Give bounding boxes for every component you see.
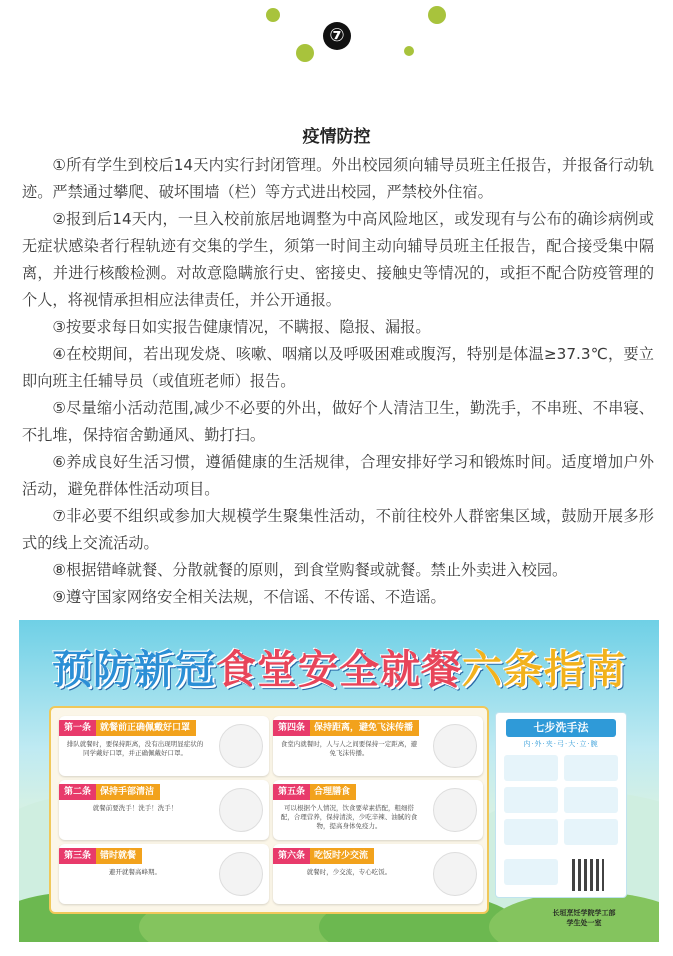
guide-card — [59, 780, 269, 840]
card-number: 第一条 — [59, 720, 96, 736]
handwash-step — [504, 859, 558, 885]
card-number: 第二条 — [59, 784, 96, 800]
decor-dot — [428, 6, 446, 24]
card-body: 避开就餐高峰期。 — [109, 868, 161, 876]
card-title: 合理膳食 — [314, 787, 351, 797]
card-body: 就餐时，少交流，专心吃饭。 — [306, 868, 392, 876]
handwash-step — [564, 755, 618, 781]
poster-title-part: 食堂安全就餐 — [216, 647, 462, 693]
card-tag — [273, 848, 374, 864]
handwash-step — [504, 755, 558, 781]
qr-code — [572, 859, 604, 891]
card-body: 食堂内就餐时，人与人之间要保持一定距离，避免飞沫传播。 — [280, 740, 418, 757]
mask-face-icon — [219, 724, 263, 768]
decor-dot — [296, 44, 314, 62]
rule-paragraph: ②报到后14天内，一旦入校前旅居地调整为中高风险地区，或发现有与公布的确诊病例或无症状感染者行程轨迹有交集的学生，须第一时间主动向辅导员班主任报告，配合接受集中隔离，并进行核酸检测。对故意隐瞒旅行史、密接史、接触史等情况的，或拒不配合防疫管理的个人，将视情承担相应法律责任，并公开通报。 — [22, 210, 654, 309]
card-tag — [59, 848, 142, 864]
handwash-icon — [219, 788, 263, 832]
decor-dot — [266, 8, 280, 22]
poster-title-part: 六条指南 — [462, 647, 626, 693]
handwash-subtitle: 内·外·夹·弓·大·立·腕 — [523, 740, 599, 748]
rule-paragraph: ③按要求每日如实报告健康情况，不瞒报、隐报、漏报。 — [52, 318, 431, 336]
credit-line: 学生处一室 — [566, 919, 602, 927]
rule-paragraph: ①所有学生到校后14天内实行封闭管理。外出校园须向辅导员班主任报告，并报备行动轨迹。严禁通过攀爬、破坏围墙（栏）等方式进出校园，严禁校外住宿。 — [22, 156, 654, 201]
card-number: 第三条 — [59, 848, 96, 864]
no-talking-icon — [433, 852, 477, 896]
card-number: 第五条 — [273, 784, 310, 800]
handwash-step — [564, 787, 618, 813]
clock-icon — [219, 852, 263, 896]
card-tag — [273, 784, 356, 800]
rule-paragraph: ⑤尽量缩小活动范围,减少不必要的外出，做好个人清洁卫生，勤洗手，不串班、不串寝、不扎堆，保持宿舍勤通风、勤打扫。 — [22, 399, 654, 444]
card-number: 第四条 — [273, 720, 310, 736]
vegetables-icon — [433, 788, 477, 832]
card-body: 排队就餐时，要保持距离，没有出现明显症状的同学戴好口罩，并正确佩戴好口罩。 — [66, 740, 204, 757]
rules-text — [22, 152, 654, 611]
guide-panel — [49, 706, 489, 914]
handwash-steps-panel — [495, 712, 627, 898]
guide-card — [273, 780, 483, 840]
card-tag — [59, 720, 196, 736]
poster-title — [19, 638, 659, 695]
guide-card — [273, 844, 483, 904]
handwash-step — [564, 819, 618, 845]
rule-paragraph: ④在校期间，若出现发烧、咳嗽、咽痛以及呼吸困难或腹泻，特别是体温≥37.3℃，要立即向班主任辅导员（或值班老师）报告。 — [22, 345, 654, 390]
credit-line: 长垣烹饪学院学工部 — [552, 909, 616, 917]
card-title: 保持距离，避免飞沫传播 — [314, 723, 414, 733]
card-title: 吃饭时少交流 — [314, 851, 369, 861]
page-title: 疫情防控 — [302, 127, 371, 147]
rule-paragraph: ⑦非必要不组织或参加大规模学生聚集性活动，不前往校外人群密集区域，鼓励开展多形式的线上交流活动。 — [22, 507, 654, 552]
page-header — [0, 0, 673, 100]
handwash-step — [504, 819, 558, 845]
guide-card — [273, 716, 483, 776]
card-body: 就餐前要洗手！洗手！洗手！ — [92, 804, 178, 812]
poster-image — [19, 620, 659, 942]
card-body: 可以根据个人情况，饮食要荤素搭配，粗细搭配，合理营养，保持清淡，少吃辛辣、油腻的食物，提高身体免疫力。 — [280, 804, 418, 830]
guide-card — [59, 716, 269, 776]
section-number: ⑦ — [323, 22, 351, 50]
decor-dot — [404, 46, 414, 56]
card-title: 错时就餐 — [100, 851, 137, 861]
guide-card — [59, 844, 269, 904]
poster-title-part: 预防新冠 — [52, 647, 216, 693]
card-title: 保持手部清洁 — [100, 787, 155, 797]
card-tag — [273, 720, 419, 736]
rule-paragraph: ⑧根据错峰就餐、分散就餐的原则，到食堂购餐或就餐。禁止外卖进入校园。 — [52, 561, 568, 579]
people-distance-icon — [433, 724, 477, 768]
poster-credit — [525, 908, 643, 928]
rule-paragraph: ⑨遵守国家网络安全相关法规，不信谣、不传谣、不造谣。 — [52, 588, 446, 606]
card-tag — [59, 784, 160, 800]
handwash-title: 七步洗手法 — [506, 719, 616, 737]
rule-paragraph: ⑥养成良好生活习惯，遵循健康的生活规律，合理安排好学习和锻炼时间。适度增加户外活动，避免群体性活动项目。 — [22, 453, 654, 498]
card-title: 就餐前正确佩戴好口罩 — [100, 723, 191, 733]
handwash-step — [504, 787, 558, 813]
card-number: 第六条 — [273, 848, 310, 864]
